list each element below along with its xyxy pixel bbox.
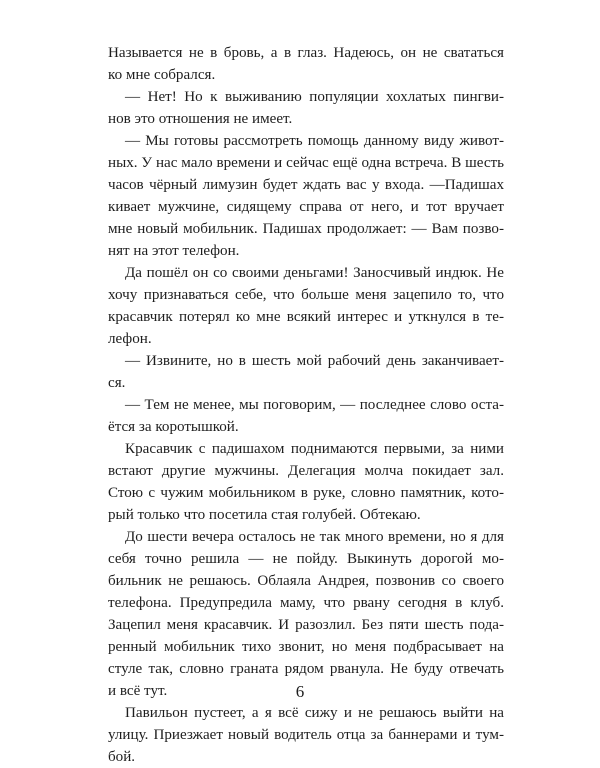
page-number: 6 bbox=[295, 682, 305, 701]
text-line: хочу признаваться себе, что больше меня зацепило то, что bbox=[108, 287, 504, 303]
text-line: встают другие мужчины. Делегация молча покидает зал. bbox=[108, 463, 504, 479]
text-line: нов это отношения не имеет. bbox=[108, 111, 293, 127]
text-line: Стою с чужим мобильником в руке, словно памятник, кото- bbox=[108, 485, 504, 501]
paragraph bbox=[108, 42, 504, 86]
text-line: красавчик потерял ко мне всякий интерес и уткнулся в те- bbox=[108, 309, 504, 325]
text-line: лефон. bbox=[108, 331, 152, 347]
text-line: Называется не в бровь, а в глаз. Надеюсь, он не свататься bbox=[108, 45, 504, 61]
text-line: Да пошёл он со своими деньгами! Заносчивый индюк. Не bbox=[125, 265, 504, 281]
text-line: кивает мужчине, сидящему справа от него, и тот вручает bbox=[108, 199, 504, 215]
text-line: — Нет! Но к выживанию популяции хохлатых пингви- bbox=[125, 89, 504, 105]
paragraph bbox=[108, 394, 504, 438]
text-line: Павильон пустеет, а я всё сижу и не решаюсь выйти на bbox=[125, 705, 504, 721]
text-line: телефона. Предупредила маму, что рвану сегодня в клуб. bbox=[108, 595, 504, 611]
paragraph bbox=[108, 262, 504, 350]
text-line: Красавчик с падишахом поднимаются первыми, за ними bbox=[125, 441, 504, 457]
paragraph bbox=[108, 86, 504, 130]
text-line: бильник не решаюсь. Облаяла Андрея, позвонив со своего bbox=[108, 573, 504, 589]
text-line: рый только что посетила стая голубей. Обтекаю. bbox=[108, 507, 421, 523]
text-line: — Извините, но в шесть мой рабочий день заканчивает- bbox=[125, 353, 504, 369]
paragraph bbox=[108, 350, 504, 394]
text-line: часов чёрный лимузин будет ждать вас у входа. —Падишах bbox=[108, 177, 504, 193]
text-line: стуле так, словно граната рядом рванула. Не буду отвечать bbox=[108, 661, 504, 677]
text-line: ных. У нас мало времени и сейчас ещё одна встреча. В шесть bbox=[108, 155, 504, 171]
body-text bbox=[108, 42, 504, 768]
text-line: До шести вечера осталось не так много времени, но я для bbox=[125, 529, 504, 545]
text-line: мне новый мобильник. Падишах продолжает: — Вам позво- bbox=[108, 221, 504, 237]
paragraph bbox=[108, 438, 504, 526]
text-line: ся. bbox=[108, 375, 126, 391]
text-line: и всё тут. bbox=[108, 683, 168, 699]
paragraph bbox=[108, 526, 504, 702]
text-line: ётся за коротышкой. bbox=[108, 419, 239, 435]
text-line: — Тем не менее, мы поговорим, — последнее слово оста- bbox=[125, 397, 504, 413]
text-line: Зацепил меня красавчик. И разозлил. Без пяти шесть пода- bbox=[108, 617, 504, 633]
text-line: ренный мобильник тихо звонит, но меня подбрасывает на bbox=[108, 639, 504, 655]
text-line: бой. bbox=[108, 749, 136, 765]
text-line: ко мне собрался. bbox=[108, 67, 216, 83]
text-line: улицу. Приезжает новый водитель отца за баннерами и тум- bbox=[108, 727, 504, 743]
paragraph bbox=[108, 130, 504, 262]
text-line: себя точно решила — не пойду. Выкинуть дорогой мо- bbox=[108, 551, 504, 567]
paragraph bbox=[108, 702, 504, 768]
text-line: — Мы готовы рассмотреть помощь данному виду живот- bbox=[125, 133, 504, 149]
text-line: нят на этот телефон. bbox=[108, 243, 240, 259]
